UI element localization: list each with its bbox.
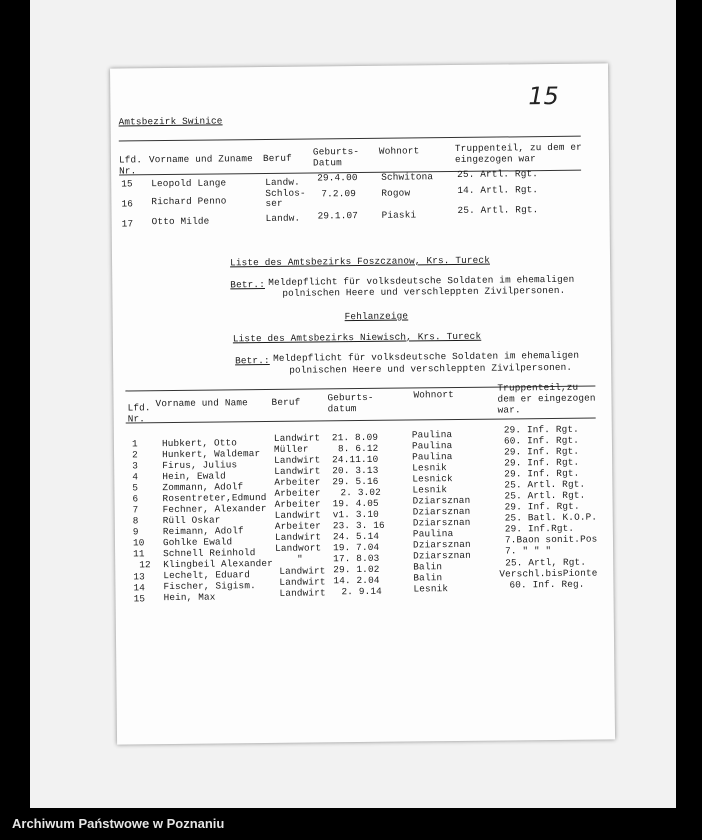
table1-header-wohnort: Wohnort xyxy=(378,145,420,157)
table1-header-name: Vorname und Zuname xyxy=(148,153,253,166)
cell-name: Gohlke Ewald xyxy=(162,536,233,549)
cell-wohnort: Balin xyxy=(413,572,443,584)
cell-datum: 7.2.09 xyxy=(321,188,357,200)
cell-beruf: " xyxy=(297,553,303,565)
cell-beruf: Landwirt xyxy=(279,565,326,577)
cell-datum: 29. 5.16 xyxy=(332,475,379,488)
table2-header-truppe: Truppenteil,zu dem er eingezogen war. xyxy=(497,381,596,416)
cell-name: Fechner, Alexander xyxy=(162,502,267,516)
section3-betr-line1: Meldepflicht für volksdeutsche Soldaten im ehemaligen xyxy=(272,349,580,364)
cell-datum: 23. 3. 16 xyxy=(332,519,385,532)
cell-truppe: 25. Batl. K.O.P. xyxy=(504,511,598,524)
cell-nr: 1 xyxy=(131,438,138,450)
table2-header-rule xyxy=(126,418,596,424)
cell-name: Zommann, Adolf xyxy=(162,481,244,494)
cell-name: Leopold Lange xyxy=(151,177,227,190)
cell-wohnort: Paulina xyxy=(411,429,453,441)
section2-title: Liste des Amtsbezirks Foszczanow, Krs. Tureck xyxy=(229,254,491,269)
cell-truppe: 29. Inf. Rgt. xyxy=(503,445,580,458)
cell-datum: 24. 5.14 xyxy=(332,530,380,543)
cell-truppe: 29. Inf. Rgt. xyxy=(504,500,580,513)
cell-truppe: Verschl.bisPionte xyxy=(499,567,598,580)
cell-truppe: 60. Inf. Rgt. xyxy=(503,434,580,447)
cell-wohnort: Schwitona xyxy=(381,171,434,183)
table1-header-datum: Geburts- Datum xyxy=(312,146,360,169)
cell-name: Reimann, Adolf xyxy=(162,525,244,538)
cell-name: Fischer, Sigism. xyxy=(163,580,256,593)
cell-datum: v1. 3.10 xyxy=(332,508,379,521)
section3-betr-label: Betr.: xyxy=(235,354,270,367)
cell-nr: 4 xyxy=(132,471,139,483)
cell-beruf: Landwirt xyxy=(274,454,321,466)
cell-beruf: Schlos- ser xyxy=(265,187,306,209)
cell-datum: 19. 7.04 xyxy=(332,541,380,554)
table1-header-truppe: Truppenteil, zu dem er eingezogen war xyxy=(454,141,582,165)
table1-header-beruf: Beruf xyxy=(262,152,292,165)
table2-header-beruf: Beruf xyxy=(271,396,301,408)
cell-name: Otto Milde xyxy=(151,215,210,228)
cell-nr: 14 xyxy=(133,582,146,594)
cell-nr: 9 xyxy=(132,526,139,538)
cell-name: Lechelt, Eduard xyxy=(163,569,251,582)
table1-header-nr: Lfd. Nr. xyxy=(118,154,143,177)
cell-nr: 7 xyxy=(132,504,139,516)
cell-truppe: 7.Baon sonit.Pos xyxy=(504,533,598,546)
cell-truppe: 25. Artl. Rgt. xyxy=(504,489,586,502)
cell-name: Rosentreter,Edmund xyxy=(162,491,267,505)
cell-nr: 13 xyxy=(133,571,145,583)
cell-truppe: 25. Artl. Rgt. xyxy=(504,478,586,491)
cell-beruf: Landwirt xyxy=(279,587,326,599)
cell-wohnort: Lesnik xyxy=(413,583,449,595)
cell-wohnort: Dziarsznan xyxy=(412,494,471,507)
cell-truppe: 29. Inf. Rgt. xyxy=(503,423,579,436)
cell-name: Schnell Reinhold xyxy=(163,547,256,560)
cell-truppe: 25. Artl, Rgt. xyxy=(505,556,587,569)
cell-nr: 6 xyxy=(132,493,139,505)
cell-nr: 11 xyxy=(133,548,145,560)
cell-wohnort: Dziarsznan xyxy=(412,505,471,518)
cell-truppe: 29. Inf.Rgt. xyxy=(504,522,575,535)
cell-name: Richard Penno xyxy=(151,195,227,208)
cell-wohnort: Dziarsznan xyxy=(413,549,471,562)
document-page xyxy=(110,63,615,744)
cell-nr: 2 xyxy=(132,449,138,461)
cell-wohnort: Paulina xyxy=(412,528,454,540)
section2-betr-line1: Meldepflicht für volksdeutsche Soldaten im ehemaligen xyxy=(268,273,575,288)
cell-datum: 24.11.10 xyxy=(332,453,379,466)
cell-beruf: Arbeiter xyxy=(274,487,321,499)
cell-truppe: 60. Inf. Reg. xyxy=(509,578,585,591)
table2-header-name: Vorname und Name xyxy=(155,397,248,410)
cell-wohnort: Paulina xyxy=(411,440,453,452)
cell-datum: 8. 6.12 xyxy=(337,442,379,455)
cell-wohnort: Lesnick xyxy=(412,473,453,485)
table1-top-rule xyxy=(119,136,581,142)
cell-beruf: Landwirt xyxy=(274,509,321,521)
cell-datum: 17. 8.03 xyxy=(333,552,380,565)
cell-beruf: Landwirt xyxy=(279,576,326,588)
cell-wohnort: Dziarsznan xyxy=(412,516,471,529)
cell-nr: 5 xyxy=(132,482,139,494)
page-number: 15 xyxy=(528,81,560,111)
cell-datum: 29.4.00 xyxy=(317,172,358,184)
cell-datum: 29.1.07 xyxy=(317,210,359,222)
cell-wohnort: Balin xyxy=(413,561,443,573)
cell-datum: 21. 8.09 xyxy=(331,431,379,444)
cell-datum: 20. 3.13 xyxy=(332,464,379,477)
cell-truppe: 29. Inf. Rgt. xyxy=(504,467,580,480)
cell-nr: 10 xyxy=(132,537,145,549)
cell-datum: 14. 2.04 xyxy=(333,574,380,587)
section2-betr-line2: polnischen Heere und verschleppten Zivilpersonen. xyxy=(282,284,566,299)
cell-beruf: Müller xyxy=(273,443,309,455)
cell-name: Hunkert, Waldemar xyxy=(162,448,261,461)
cell-beruf: Landw. xyxy=(265,212,301,224)
table2-header-datum: Geburts- datum xyxy=(327,391,374,415)
cell-nr: 12 xyxy=(139,559,151,571)
section3-betr-line2: polnischen Heere und verschleppten Zivilpersonen. xyxy=(289,361,573,376)
cell-truppe: 25. Artl. Rgt. xyxy=(457,168,539,180)
cell-beruf: Arbeiter xyxy=(274,520,322,532)
cell-wohnort: Piaski xyxy=(381,209,417,221)
cell-name: Hubkert, Otto xyxy=(161,437,238,450)
cell-datum: 2. 3.02 xyxy=(340,486,381,499)
cell-wohnort: Lesnik xyxy=(412,484,448,496)
cell-name: Firus, Julius xyxy=(162,459,238,472)
cell-beruf: Arbeiter xyxy=(274,498,321,510)
section2-fehlanzeige: Fehlanzeige xyxy=(344,310,409,323)
table2-header-nr: Lfd. Nr. xyxy=(127,402,151,425)
cell-wohnort: Lesnik xyxy=(412,462,447,474)
cell-datum: 29. 1.02 xyxy=(333,563,380,576)
cell-datum: 2. 9.14 xyxy=(341,585,382,598)
cell-beruf: Landwirt xyxy=(274,531,322,543)
cell-wohnort: Dziarsznan xyxy=(412,538,471,551)
table2-header-wohnort: Wohnort xyxy=(413,389,454,401)
cell-nr: 3 xyxy=(132,460,139,472)
cell-wohnort: Rogow xyxy=(381,187,411,199)
cell-truppe: 7. " " " xyxy=(505,545,552,557)
cell-name: Rüll Oskar xyxy=(162,514,221,527)
cell-wohnort: Paulina xyxy=(412,451,453,463)
cell-truppe: 29. Inf. Rgt. xyxy=(504,456,580,469)
district-heading: Amtsbezirk Swinice xyxy=(118,115,223,128)
cell-name: Hein, Ewald xyxy=(162,470,226,483)
archive-name: Archiwum Państwowe w Poznaniu xyxy=(12,816,225,831)
cell-nr: 15 xyxy=(133,593,146,605)
cell-beruf: Arbeiter xyxy=(274,476,321,488)
cell-nr: 8 xyxy=(132,515,139,527)
cell-nr: 15 xyxy=(121,178,133,190)
cell-beruf: Landwirt xyxy=(273,432,321,444)
cell-truppe: 25. Artl. Rgt. xyxy=(457,204,539,216)
cell-beruf: Landwort xyxy=(274,542,322,554)
section3-title: Liste des Amtsbezirks Niewisch, Krs. Tureck xyxy=(232,330,482,345)
cell-name: Hein, Max xyxy=(163,591,216,604)
cell-nr: 17 xyxy=(121,218,134,230)
cell-beruf: Landwirt xyxy=(274,465,321,477)
cell-nr: 16 xyxy=(121,198,134,210)
cell-truppe: 14. Artl. Rgt. xyxy=(457,184,539,196)
cell-name: Klingbeil Alexander xyxy=(163,557,274,571)
section2-betr-label: Betr.: xyxy=(230,278,265,291)
cell-beruf: Landw. xyxy=(265,176,300,188)
archive-footer xyxy=(0,808,702,840)
cell-datum: 19. 4.05 xyxy=(332,497,379,510)
